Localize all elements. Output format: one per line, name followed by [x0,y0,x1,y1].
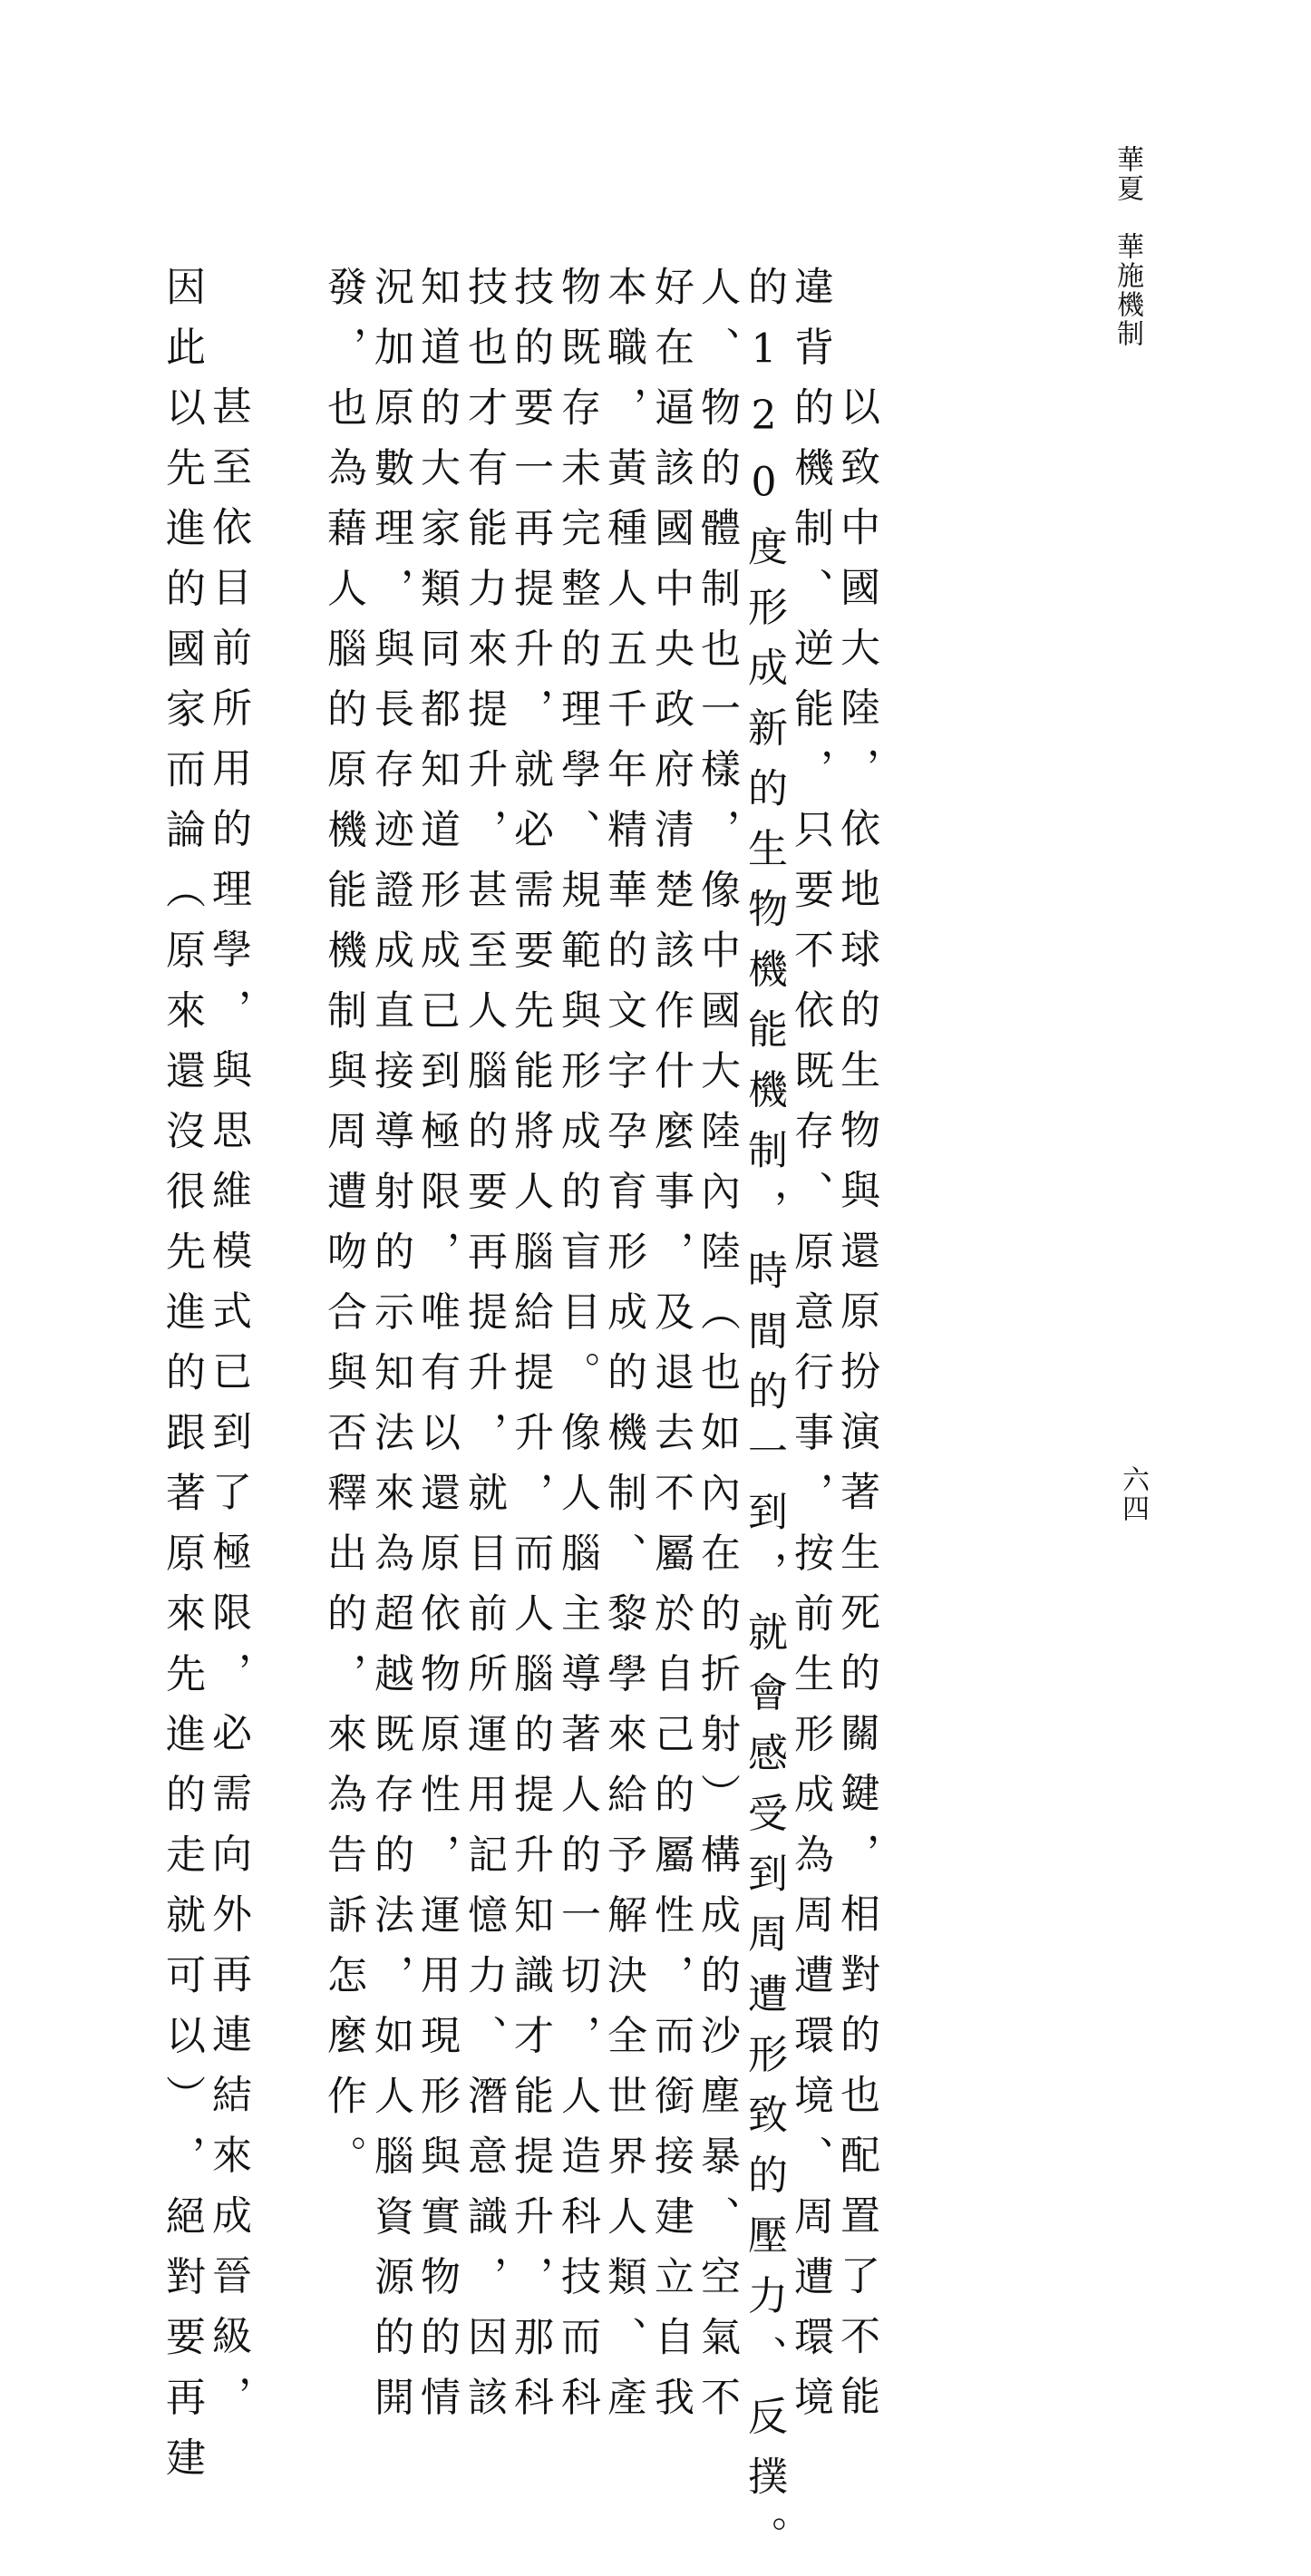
text-column: 本職，黃種人五千年精華的文字孕育形成的機制、黎學來給予解決全世界人類、產 [600,266,646,2436]
text-column: 的120度形成新的生物機能機制，時間的一到，就會感受到周遭形致的壓力、反撲。 [741,266,787,2576]
text-column: 技也才有能力來提升，甚至人腦的要再提升，就目前所運用記憶力、潛意識，因該 [461,266,507,2436]
text-column: 因此以先進的國家而論︵原來還沒很先進的跟著原來先進的走就可以︶，絕對要再建 [159,266,205,2497]
text-column: 物既存未完整的理學、規範與形成的盲目。像人腦主導著人的一切，人造科技而科 [554,266,600,2436]
text-column: 以致中國大陸，依地球的生物與還原扮演著生死的關鍵，相對的也配置了不能 [833,385,879,2435]
text-column: 況加原數理，與長存迹證成直接導射的示知法來為超越既存的法，如人腦資源的開 [367,266,413,2436]
text-column: 違背的機制、逆能，只要不依既存、原意行事，按前生形成為周遭環境、周遭環境 [787,266,833,2436]
text-column: 人、物的體制也一樣，像中國大陸內陸︵也如內在的折射︶構成的沙塵暴、空氣不 [694,266,740,2436]
text-column: 好在逼該國中央政府清楚該作什麼事，及退去不屬於自己的屬性，而銜接建立自我 [647,266,694,2436]
page-number: 六四 [1117,1465,1149,1523]
running-head: 華夏 華施機制 [1112,145,1143,348]
text-column: 知道的大家類同都知道形成已到極限，唯有以還原依物原性，運用現形與實物的情 [413,266,460,2436]
text-column: 技的要一再提升，就必需要先能將人腦給提升，而人腦的提升知識才能提升，那科 [507,266,553,2436]
text-column: 發，也為藉人腦的原機能機制與周遭吻合與否釋出的，來為告訴怎麼作。 [320,266,366,2195]
text-column: 甚至依目前所用的理學，與思維模式已到了極限，必需向外再連結來成晉級， [205,385,251,2435]
